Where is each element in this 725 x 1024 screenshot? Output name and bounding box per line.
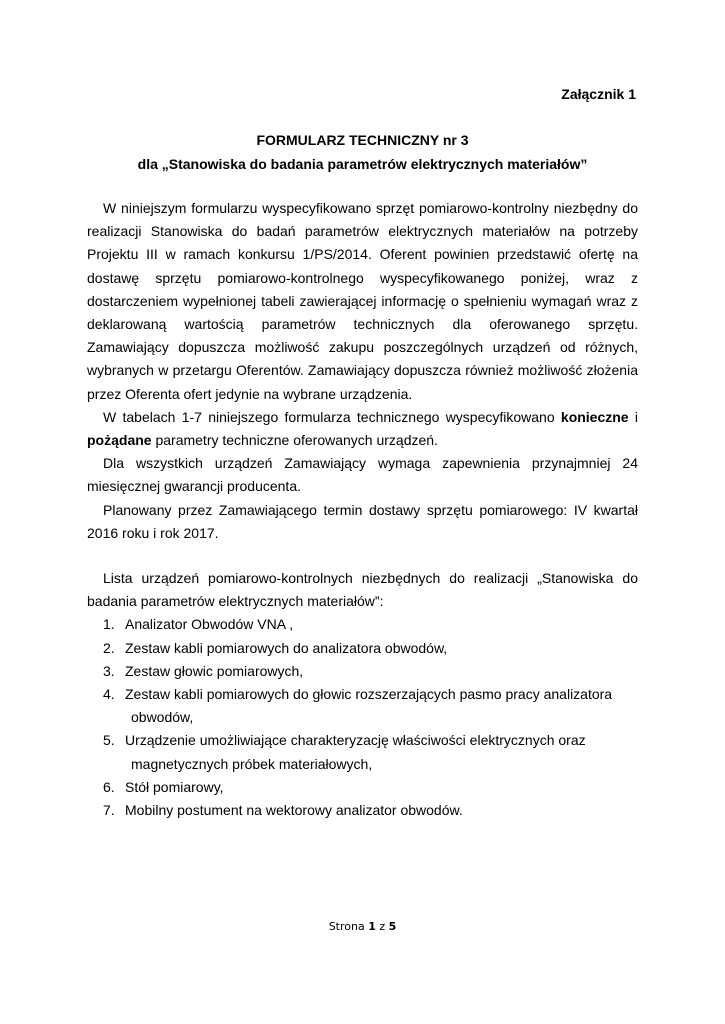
list-item-text: Analizator Obwodów VNA , (125, 616, 294, 633)
required-keyword: konieczne (560, 408, 629, 425)
total-page-number: 5 (388, 920, 397, 933)
list-item-number: 2. (103, 639, 115, 656)
list-item-text: Urządzenie umożliwiające charakteryzację właściwości elektrycznych oraz (125, 732, 586, 749)
list-item-number: 6. (103, 778, 115, 795)
list-item-text: Stół pomiarowy, (125, 778, 224, 795)
equipment-list (87, 613, 638, 822)
list-item-text: Zestaw kabli pomiarowych do głowic rozszerzających pasmo pracy analizatora (125, 686, 613, 703)
list-item (87, 776, 638, 799)
tables-paragraph (87, 406, 638, 452)
list-item-text: Mobilny postument na wektorowy analizator obwodów. (125, 802, 463, 819)
list-item (87, 729, 638, 775)
list-item-number: 1. (103, 616, 115, 633)
tables-text-start: W tabelach 1-7 niniejszego formularza technicznego wyspecyfikowano (103, 408, 561, 425)
list-item-number: 5. (103, 732, 115, 749)
delivery-paragraph: Planowany przez Zamawiającego termin dostawy sprzętu pomiarowego: IV kwartał 2016 roku i rok 2017. (87, 501, 638, 541)
list-item (87, 683, 638, 729)
current-page-number: 1 (368, 920, 376, 933)
list-item-number: 7. (103, 802, 115, 819)
attachment-label: Załącznik 1 (561, 86, 636, 102)
tables-text-end: parametry techniczne oferowanych urządzeń. (151, 432, 438, 449)
list-item-number: 3. (103, 662, 115, 679)
list-item-number: 4. (103, 686, 115, 703)
form-subtitle: dla „Stanowiska do badania parametrów elektrycznych materiałów” (137, 156, 588, 172)
page-label: Strona (328, 920, 365, 933)
list-item-text: Zestaw głowic pomiarowych, (125, 662, 304, 679)
page-separator: z (379, 920, 386, 933)
document-body (87, 197, 638, 822)
warranty-paragraph: Dla wszystkich urządzeń Zamawiający wymaga zapewnienia przynajmniej 24 miesięcznej gwarancji producenta. (87, 455, 638, 495)
intro-paragraph: W niniejszym formularzu wyspecyfikowano sprzęt pomiarowo-kontrolny niezbędny do realizacji Stanowiska do badań parametrów elektrycznych materiałów na potrzeby Projektu III w ramach konkursu 1/PS/2014. Oferent powinien przedstawić ofertę na dostawę sprzętu pomiarowo-kontrolnego wyspecyfikowanego poniżej, wraz z dostarczeniem wypełnionej tabeli zawierającej informację o spełnieniu wymagań wraz z deklarowaną wartością parametrów technicznych dla oferowanego sprzętu. Zamawiający dopuszcza możliwość zakupu poszczególnych urządzeń od różnych, wybranych w przetargu Oferentów. Zamawiający dopuszcza również możliwość złożenia przez Oferenta ofert jedynie na wybrane urządzenia. (87, 200, 638, 402)
page-footer (0, 920, 725, 933)
list-item (87, 613, 638, 636)
list-item (87, 660, 638, 683)
list-item-text-continued: obwodów, (131, 709, 194, 726)
list-item-text-continued: magnetycznych próbek materiałowych, (131, 755, 373, 772)
tables-text-mid: i (628, 408, 638, 425)
list-item (87, 799, 638, 822)
list-intro-paragraph: Lista urządzeń pomiarowo-kontrolnych niezbędnych do realizacji „Stanowiska do badania parametrów elektrycznych materiałów”: (87, 570, 638, 610)
list-item-text: Zestaw kabli pomiarowych do analizatora obwodów, (125, 639, 448, 656)
list-item (87, 637, 638, 660)
form-title: FORMULARZ TECHNICZNY nr 3 (256, 132, 469, 148)
desired-keyword: pożądane (87, 432, 152, 449)
